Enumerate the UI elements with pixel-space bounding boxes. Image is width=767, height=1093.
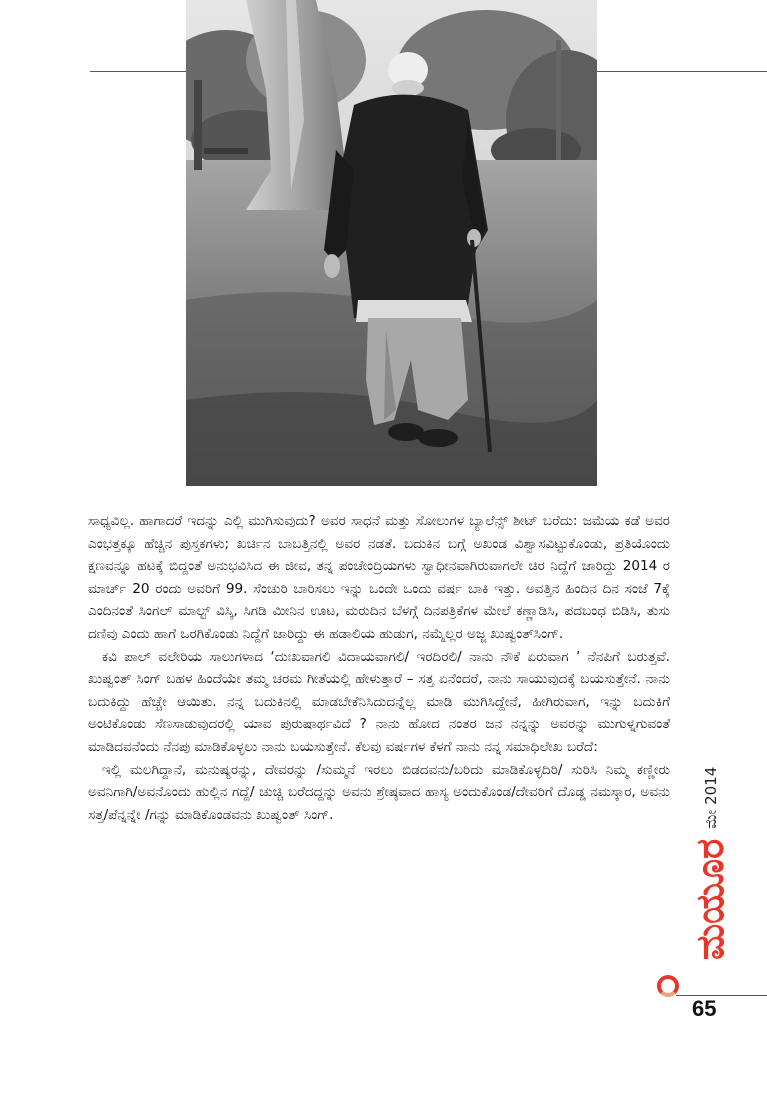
logo-ring-icon [657,975,679,997]
article-photo [186,0,597,486]
article-paragraph: ಸಾಧ್ಯವಿಲ್ಲ. ಹಾಗಾದರೆ ಇದನ್ನು ಎಲ್ಲಿ ಮುಗಿಸುವುದು? ಅವರ ಸಾಧನೆ ಮತ್ತು ಸೋಲುಗಳ ಬ್ಯಾಲೆನ್ಸ್ ಶೀಟ್ ಬರೆದು: ಜಮೆಯ ಕಡೆ ಅವರ ಎಂಭತ್ತಕ್ಕೂ ಹೆಚ್ಚಿನ ಪುಸ್ತಕಗಳು; ಖರ್ಚಿನ ಬಾಬತ್ತಿನಲ್ಲಿ ಅವರ ನಡತೆ. ಬದುಕಿನ ಬಗ್ಗೆ ಅಖಂಡ ವಿಶ್ವಾಸವಿಟ್ಟುಕೊಂಡು, ಪ್ರತಿಯೊಂದು ಕ್ಷಣವನ್ನೂ ಹಟಕ್ಕೆ ಬಿದ್ದಂತೆ ಅನುಭವಿಸಿದ ಈ ಜೀವ, ತನ್ನ ಪಂಚೇಂದ್ರಿಯಗಳು ಸ್ವಾಧೀನವಾಗಿರುವಾಗಲೇ ಚಿರ ನಿದ್ದೆಗೆ ಜಾರಿದ್ದು 2014 ರ ಮಾರ್ಚ್ 20 ರಂದು ಅವರಿಗೆ 99. ಸೆಂಚುರಿ ಬಾರಿಸಲು ಇನ್ನು ಒಂದೇ ಒಂದು ವರ್ಷ ಬಾಕಿ ಇತ್ತು. ಅವತ್ತಿನ ಹಿಂದಿನ ದಿನ ಸಂಜೆ 7ಕ್ಕೆ ಎಂದಿನಂತೆ ಸಿಂಗಲ್ ಮಾಲ್ಟ್ ವಿಸ್ಕಿ, ಸಿಗಡಿ ಮೀನಿನ ಊಟ, ಮರುದಿನ ಬೆಳಗ್ಗೆ ದಿನಪತ್ರಿಕೆಗಳ ಮೇಲೆ ಕಣ್ಣಾಡಿಸಿ, ಪದಬಂಧ ಬಿಡಿಸಿ, ತುಸು ದಣಿವು ಎಂದು ಹಾಗೆ ಒರಗಿಕೊಂಡು ನಿದ್ದೆಗೆ ಜಾರಿದ್ದು ಈ ಹಡಾಲಿಯ ಹುಡುಗ, ನಮ್ಮೆಲ್ಲರ ಅಜ್ಜ ಖುಷ್ವಂತ್‌ಸಿಂಗ್. [88,513,670,642]
magazine-logo: ಮಯೂರ [688,838,732,960]
issue-date: ಮೇ 2014 [701,766,720,829]
header-rule-left [90,71,186,72]
article-paragraph: ಕವಿ ಪಾಲ್ ವಲೇರಿಯ ಸಾಲುಗಳಾದ ‘ದುಃಖವಾಗಲಿ ವಿದಾಯವಾಗಲಿ/ ಇರದಿರಲಿ/ ನಾನು ನೌಕೆ ಏರುವಾಗ ’ ನೆನಪಿಗೆ ಬರುತ್ತವೆ. ಖುಷ್ವಂತ್ ಸಿಂಗ್ ಬಹಳ ಹಿಂದೆಯೇ ತಮ್ಮ ಚರಮ ಗೀತೆಯಲ್ಲಿ ಹೇಳುತ್ತಾರೆ – ಸತ್ತ ಏನೆಂದರೆ, ನಾನು ಸಾಯುವುದಕ್ಕೆ ಬಯಸುತ್ತೇನೆ. ನಾನು ಬದುಕಿದ್ದು ಹೆಚ್ಚೇ ಆಯಿತು. ನನ್ನ ಬದುಕಿನಲ್ಲಿ ಮಾಡಬೇಕೆನಿಸಿದುದನ್ನೆಲ್ಲ ಮಾಡಿ ಮುಗಿಸಿದ್ದೇನೆ, ಹೀಗಿರುವಾಗ, ಇನ್ನು ಬದುಕಿಗೆ ಅಂಟಿಕೊಂಡು ಸೆಣಸಾಡುವುದರಲ್ಲಿ ಯಾವ ಪುರುಷಾರ್ಥವಿದೆ ? ನಾನು ಹೋದ ನಂತರ ಜನ ನನ್ನನ್ನು ಅವರನ್ನು ಮುಗುಳ್ನಗುವಂತೆ ಮಾಡಿದವನೆಂದು ನೆನಪು ಮಾಡಿಕೊಳ್ಳಲು ನಾನು ಬಯಸುತ್ತೇನೆ. ಕೆಲವು ವರ್ಷಗಳ ಕೆಳಗೆ ನಾನು ನನ್ನ ಸಮಾಧಿಲೇಖ ಬರೆದೆ: [88,648,670,755]
article-body [88,510,670,826]
magazine-masthead [688,767,733,960]
footer-rule [676,995,767,996]
header-rule-right [597,71,767,72]
epitaph-paragraph: ಇಲ್ಲಿ ಮಲಗಿದ್ದಾನೆ, ಮನುಷ್ಯರನ್ನು, ದೇವರನ್ನು /ಸುಮ್ಮನೆ ಇರಲು ಬಿಡದವನು/ಬರಿದು ಮಾಡಿಕೊಳ್ಳದಿರಿ/ ಸುರಿಸಿ ನಿಮ್ಮ ಕಣ್ಣೀರು ಅವನಿಗಾಗಿ/ಅವನೊಂದು ಹುಲ್ಲಿನ ಗದ್ದೆ/ ಚುಚ್ಚಿ ಬರೆದದ್ದನ್ನು ಅವನು ಶ್ರೇಷ್ಠವಾದ ಹಾಸ್ಯ ಅಂದುಕೊಂಡ/ದೇವರಿಗೆ ದೊಡ್ಡ ನಮಸ್ಕಾರ, ಅವನು ಸತ್ತ/ಪೆನ್ನನ್ನೇ /ಗನ್ನು ಮಾಡಿಕೊಂಡವನು ಖುಷ್ವಂತ್ ಸಿಂಗ್. [88,761,670,823]
page-number: 65 [692,996,717,1021]
